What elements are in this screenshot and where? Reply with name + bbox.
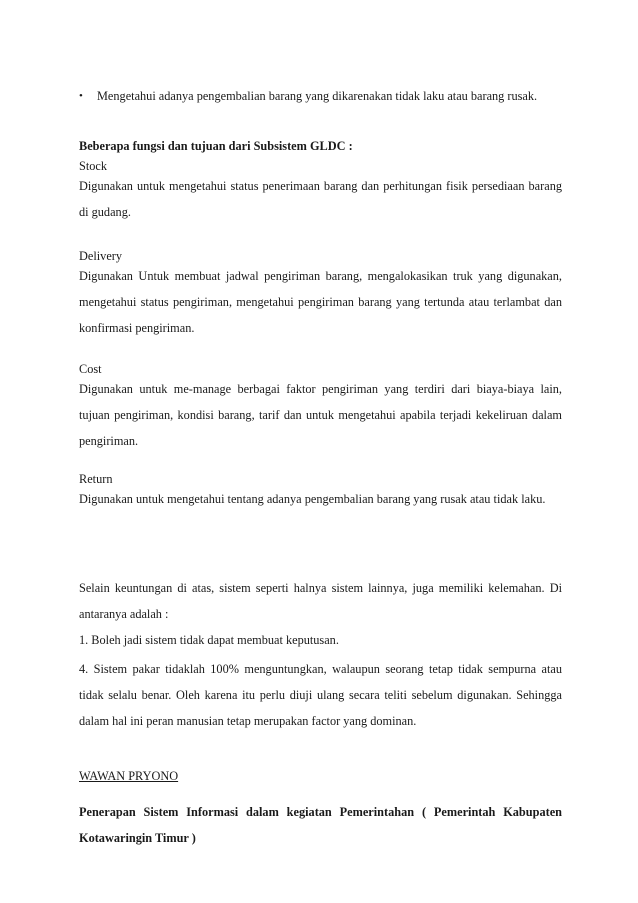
stock-title: Stock: [79, 159, 108, 173]
bullet-symbol: •: [79, 90, 83, 102]
gldc-heading: Beberapa fungsi dan tujuan dari Subsistem GLDC :: [79, 139, 353, 153]
kelemahan-intro: Selain keuntungan di atas, sistem seperti halnya sistem lainnya, juga memiliki kelemahan. Di antaranya adalah :: [79, 581, 562, 621]
cost-title: Cost: [79, 362, 102, 376]
bullet-item: [79, 86, 562, 106]
return-title: Return: [79, 472, 113, 486]
return-body: Digunakan untuk mengetahui tentang adanya pengembalian barang yang rusak atau tidak laku.: [79, 492, 546, 506]
stock-body: Digunakan untuk mengetahui status penerimaan barang dan perhitungan fisik persediaan barang di gudang.: [79, 179, 562, 219]
delivery-title: Delivery: [79, 249, 123, 263]
article-title: Penerapan Sistem Informasi dalam kegiatan Pemerintahan ( Pemerintah Kabupaten Kotawaringin Timur ): [79, 805, 562, 845]
kelemahan-point-1: 1. Boleh jadi sistem tidak dapat membuat keputusan.: [79, 633, 339, 647]
delivery-body: Digunakan Untuk membuat jadwal pengiriman barang, mengalokasikan truk yang digunakan, mengetahui status pengiriman, mengetahui pengiriman barang yang tertunda atau terlambat dan konfirmasi pengiriman.: [79, 269, 562, 335]
kelemahan-point-4: 4. Sistem pakar tidaklah 100% menguntungkan, walaupun seorang tetap tidak sempurna atau tidak selalu benar. Oleh karena itu perlu diuji ulang secara teliti sebelum digunakan. Sehingga dalam hal ini peran manusian tetap merupakan factor yang dominan.: [79, 662, 562, 728]
cost-body: Digunakan untuk me-manage berbagai faktor pengiriman yang terdiri dari biaya-biaya lain, tujuan pengiriman, kondisi barang, tarif dan untuk mengetahui apabila terjadi kekeliruan dalam pengiriman.: [79, 382, 562, 448]
bullet-text: Mengetahui adanya pengembalian barang yang dikarenakan tidak laku atau barang rusak.: [97, 89, 538, 103]
author-name: WAWAN PRYONO: [79, 769, 179, 783]
